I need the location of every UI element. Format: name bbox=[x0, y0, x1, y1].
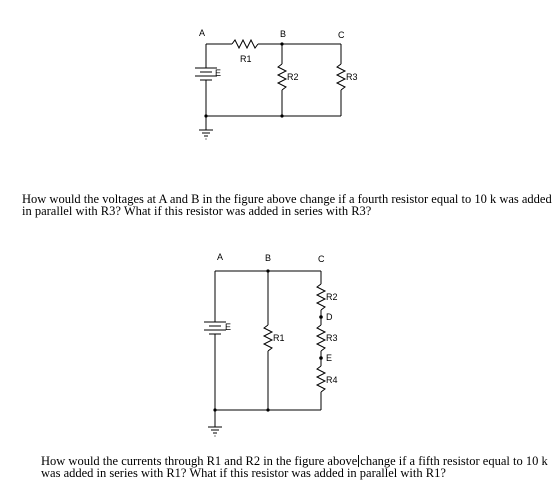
r4-resistor-symbol-2 bbox=[317, 366, 325, 392]
node-c-label: C bbox=[338, 30, 345, 40]
r3-label-2: R3 bbox=[326, 333, 338, 343]
node-b-label: B bbox=[280, 29, 287, 39]
battery-e-symbol bbox=[195, 68, 217, 80]
question-1-line-1: How would the voltages at A and B in the figure above change if a fourth resistor equal to 10 k was added bbox=[22, 192, 552, 206]
r2-resistor-symbol-2 bbox=[317, 284, 325, 310]
battery-e-symbol-2 bbox=[204, 322, 226, 334]
r4-label-2: R4 bbox=[326, 375, 338, 385]
r3-resistor-symbol bbox=[337, 64, 345, 90]
source-e-label: E bbox=[215, 68, 222, 78]
question-2 bbox=[41, 455, 548, 479]
node-e-label-2: E bbox=[326, 353, 333, 363]
r2-label-2: R2 bbox=[326, 292, 338, 302]
question-1 bbox=[22, 193, 552, 217]
r2-label: R2 bbox=[287, 72, 299, 82]
question-2-line-1-text-a: How would the currents through R1 and R2 in the figure above bbox=[41, 454, 358, 468]
node-a-label-2: A bbox=[217, 252, 224, 262]
source-e-label-2: E bbox=[225, 322, 232, 332]
circuit-2-diagram bbox=[204, 271, 325, 436]
circuit-1-labels bbox=[199, 28, 358, 82]
node-c-label-2: C bbox=[318, 254, 325, 264]
r3-label: R3 bbox=[346, 72, 358, 82]
node-a-label: A bbox=[199, 28, 206, 38]
r3-resistor-symbol-2 bbox=[317, 325, 325, 351]
ground-symbol-2 bbox=[208, 427, 222, 436]
r1-label: R1 bbox=[240, 54, 252, 64]
r1-label-2: R1 bbox=[273, 333, 285, 343]
question-2-line-1-text-b: change if a fifth resistor equal to 10 k bbox=[360, 454, 548, 468]
r1-resistor-symbol-2 bbox=[264, 325, 272, 351]
node-b-label-2: B bbox=[265, 253, 272, 263]
question-1-line-2: in parallel with R3? What if this resistor was added in series with R3? bbox=[22, 204, 372, 218]
ground-symbol-1 bbox=[199, 130, 213, 139]
r2-resistor-symbol bbox=[278, 64, 286, 90]
node-d-label-2: D bbox=[326, 312, 333, 322]
r1-resistor-symbol bbox=[232, 40, 258, 48]
circuit-2-labels bbox=[217, 252, 338, 385]
circuit-1-diagram bbox=[195, 40, 345, 139]
question-2-line-2: was added in series with R1? What if this resistor was added in parallel with R1? bbox=[41, 466, 446, 480]
